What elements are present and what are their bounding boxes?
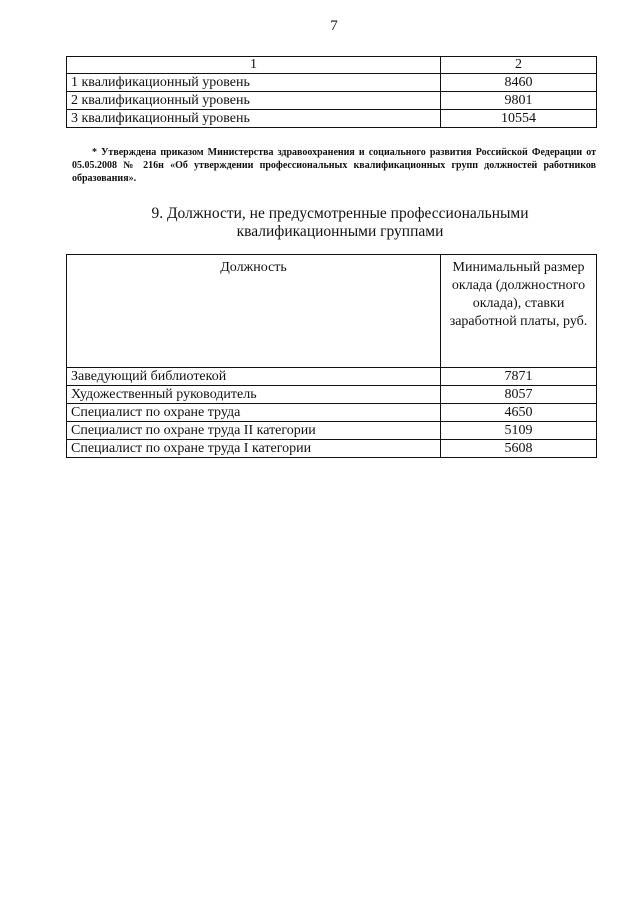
table-row xyxy=(67,74,597,92)
section-title xyxy=(140,205,540,241)
position-salary: 5608 xyxy=(441,440,597,458)
salary-column-header: Минимальный размер оклада (должностного оклада), ставки заработной платы, руб. xyxy=(441,255,597,368)
position-salary: 5109 xyxy=(441,422,597,440)
position-label: Художественный руководитель xyxy=(67,386,441,404)
position-label: Специалист по охране труда II категории xyxy=(67,422,441,440)
table-header-row xyxy=(67,255,597,368)
table-row xyxy=(67,386,597,404)
level-label: 2 квалификационный уровень xyxy=(67,92,441,110)
level-label: 1 квалификационный уровень xyxy=(67,74,441,92)
table-row xyxy=(67,440,597,458)
position-label: Специалист по охране труда xyxy=(67,404,441,422)
positions-salary-table xyxy=(66,254,597,458)
page-number: 7 xyxy=(330,18,338,34)
level-salary: 10554 xyxy=(441,110,597,128)
qualification-levels-table xyxy=(66,56,597,128)
table-row xyxy=(67,422,597,440)
position-label: Специалист по охране труда I категории xyxy=(67,440,441,458)
column-number-1: 1 xyxy=(67,57,441,74)
level-salary: 8460 xyxy=(441,74,597,92)
position-salary: 8057 xyxy=(441,386,597,404)
level-salary: 9801 xyxy=(441,92,597,110)
section-title-line-2: квалификационными группами xyxy=(236,223,444,240)
column-number-2: 2 xyxy=(441,57,597,74)
footnote: * Утверждена приказом Министерства здравоохранения и социального развития Российской Федерации от 05.05.2008 № 216н «Об утверждении профессиональных квалификационных групп должностей работников образования». xyxy=(72,147,596,184)
level-label: 3 квалификационный уровень xyxy=(67,110,441,128)
table-row xyxy=(67,404,597,422)
table-row xyxy=(67,110,597,128)
table-header-row xyxy=(67,57,597,74)
position-column-header: Должность xyxy=(67,255,441,368)
table-row xyxy=(67,368,597,386)
position-label: Заведующий библиотекой xyxy=(67,368,441,386)
position-salary: 7871 xyxy=(441,368,597,386)
position-salary: 4650 xyxy=(441,404,597,422)
table-row xyxy=(67,92,597,110)
section-title-line-1: 9. Должности, не предусмотренные профессиональными xyxy=(151,205,529,222)
